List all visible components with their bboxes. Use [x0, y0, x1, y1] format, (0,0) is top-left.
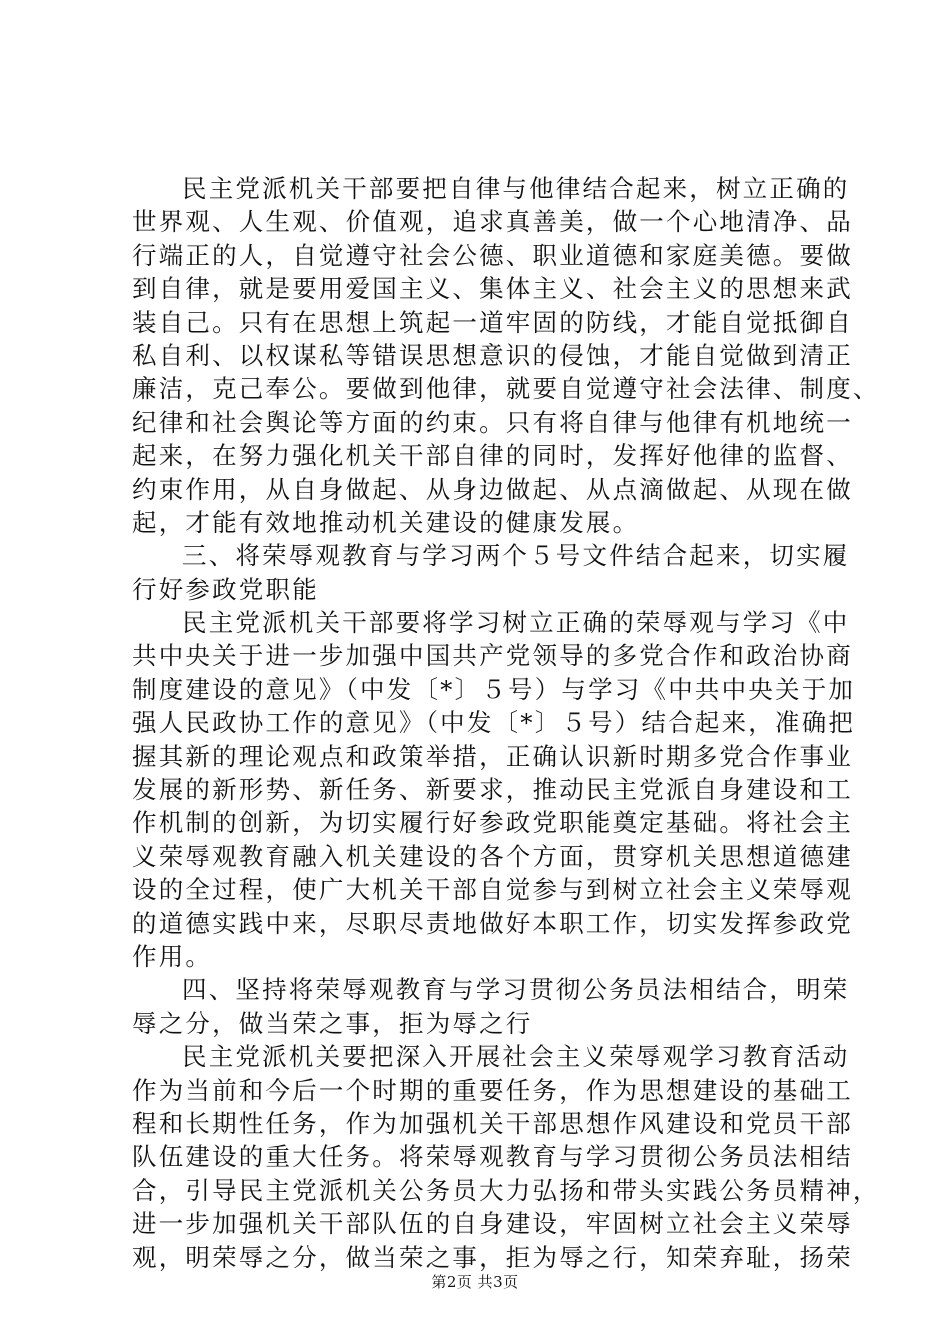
paragraph-line: 程和长期性任务，作为加强机关干部思想作风建设和党员干部 — [132, 1108, 853, 1138]
document-body — [132, 172, 880, 1274]
paragraph-line: 民主党派机关要把深入开展社会主义荣辱观学习教育活动 — [182, 1042, 850, 1072]
paragraph-line: 纪律和社会舆论等方面的约束。只有将自律与他律有机地统一 — [132, 407, 853, 437]
section-heading-line: 行好参政党职能 — [132, 574, 319, 604]
paragraph-line: 作为当前和今后一个时期的重要任务，作为思想建设的基础工 — [132, 1075, 853, 1105]
paragraph-line: 行端正的人，自觉遵守社会公德、职业道德和家庭美德。要做 — [132, 240, 853, 270]
paragraph-line: 队伍建设的重大任务。将荣辱观教育与学习贯彻公务员法相结 — [132, 1142, 853, 1172]
paragraph-line: 起，才能有效地推动机关建设的健康发展。 — [132, 507, 640, 537]
paragraph-line: 合，引导民主党派机关公务员大力弘扬和带头实践公务员精神， — [132, 1175, 880, 1205]
paragraph-line: 装自己。只有在思想上筑起一道牢固的防线，才能自觉抵御自 — [132, 307, 853, 337]
paragraph-line: 握其新的理论观点和政策举措，正确认识新时期多党合作事业 — [132, 741, 853, 771]
paragraph-line: 约束作用，从自身做起、从身边做起、从点滴做起、从现在做 — [132, 474, 853, 504]
paragraph-line: 观，明荣辱之分，做当荣之事，拒为辱之行，知荣弃耻，扬荣 — [132, 1242, 853, 1272]
page-number: 第2页 共3页 — [431, 1273, 519, 1291]
section-heading-line: 辱之分，做当荣之事，拒为辱之行 — [132, 1008, 533, 1038]
paragraph-line: 世界观、人生观、价值观，追求真善美，做一个心地清净、品 — [132, 207, 853, 237]
paragraph-line: 到自律，就是要用爱国主义、集体主义、社会主义的思想来武 — [132, 274, 853, 304]
page-footer — [0, 1272, 950, 1292]
paragraph-line: 制度建设的意见》（中发〔*〕５号）与学习《中共中央关于加 — [132, 674, 856, 704]
paragraph-line: 作用。 — [132, 941, 213, 971]
paragraph-line: 私自利、以权谋私等错误思想意识的侵蚀，才能自觉做到清正 — [132, 340, 853, 370]
paragraph-line: 共中央关于进一步加强中国共产党领导的多党合作和政治协商 — [132, 641, 853, 671]
paragraph-line: 的道德实践中来，尽职尽责地做好本职工作，切实发挥参政党 — [132, 908, 853, 938]
paragraph-line: 作机制的创新，为切实履行好参政党职能奠定基础。将社会主 — [132, 808, 853, 838]
section-heading-line: 四、坚持将荣辱观教育与学习贯彻公务员法相结合，明荣 — [182, 975, 850, 1005]
paragraph-line: 民主党派机关干部要将学习树立正确的荣辱观与学习《中 — [182, 608, 850, 638]
paragraph-line: 民主党派机关干部要把自律与他律结合起来，树立正确的 — [182, 174, 850, 203]
paragraph-line: 发展的新形势、新任务、新要求，推动民主党派自身建设和工 — [132, 775, 853, 805]
paragraph-line: 强人民政协工作的意见》（中发〔*〕５号）结合起来，准确把 — [132, 708, 856, 738]
paragraph-line: 设的全过程，使广大机关干部自觉参与到树立社会主义荣辱观 — [132, 875, 853, 905]
paragraph-line: 起来，在努力强化机关干部自律的同时，发挥好他律的监督、 — [132, 441, 853, 471]
paragraph-line: 义荣辱观教育融入机关建设的各个方面，贯穿机关思想道德建 — [132, 841, 853, 871]
section-heading-line: 三、将荣辱观教育与学习两个５号文件结合起来，切实履 — [182, 541, 850, 571]
paragraph-line: 进一步加强机关干部队伍的自身建设，牢固树立社会主义荣辱 — [132, 1209, 853, 1239]
paragraph-line: 廉洁，克己奉公。要做到他律，就要自觉遵守社会法律、制度、 — [132, 374, 880, 404]
